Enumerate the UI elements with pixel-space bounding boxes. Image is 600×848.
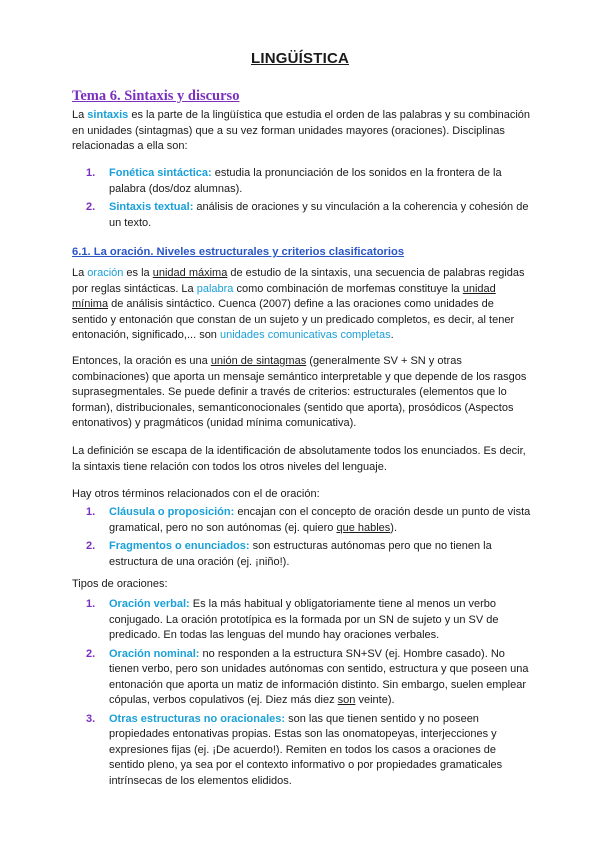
list-text: veinte). — [355, 694, 395, 706]
term-unidades-comunicativas: unidades comunicativas completas — [219, 329, 391, 341]
underlined-text: unidad máxima — [152, 267, 228, 279]
text-run: es la parte de la lingüística que estudia el orden de las palabras y su combinación en unidades (sintagmas) que a su vez forman unidades mayores (oraciones). Disciplinas relacionadas a ella son: — [72, 109, 531, 152]
list-text: son estructuras autónomas pero que no tienen la estructura de una oración (ej. ¡niño!). — [109, 540, 492, 568]
list-item — [86, 712, 532, 790]
terminos-intro: Hay otros términos relacionados con el de oración: — [72, 488, 320, 500]
list-number: 1. — [86, 506, 96, 518]
list-number: 1. — [86, 598, 96, 610]
list-item — [86, 166, 532, 197]
oracion-paragraph — [72, 266, 532, 344]
list-item — [86, 539, 532, 570]
disciplines-list — [86, 166, 532, 234]
list-text: Es la más habitual y obligatoriamente tiene al menos un verbo conjugado. La oración prototípica es la formada por un SN de sujeto y un SV de predicado. En todas las lenguas del mundo hay oraciones verbales. — [109, 598, 499, 641]
text-run: Entonces, la oración es una — [72, 355, 211, 367]
list-text: ). — [390, 521, 398, 534]
tema-heading: Tema 6. Sintaxis y discurso — [72, 88, 240, 104]
list-text: no responden a la estructura SN+SV (ej. Hombre casado). No tienen verbo, pero son unidades autónomas con sentido, estructura y que poseen una entonación que aporta un matiz de información distinto. Sin embargo, suelen emplear cópulas, verbos copulativos (ej. Diez más diez — [109, 647, 529, 706]
list-term: Fragmentos o enunciados: — [109, 540, 250, 552]
list-term: Oración verbal: — [109, 598, 190, 610]
list-number: 2. — [86, 201, 96, 213]
list-term: Fonética sintáctica: — [109, 167, 212, 179]
list-item — [86, 597, 532, 644]
text-run: . — [390, 329, 394, 341]
list-term: Oración nominal: — [109, 647, 200, 660]
underlined-text: son — [337, 694, 356, 706]
underlined-text: unidad mínima — [72, 282, 496, 310]
list-text: análisis de oraciones y su vinculación a la coherencia y cohesión de un texto. — [109, 201, 529, 229]
text-run: como combinación de morfemas constituye la — [233, 282, 463, 295]
list-item — [86, 647, 532, 709]
term-palabra: palabra — [196, 282, 234, 295]
term-sintaxis: sintaxis — [87, 109, 129, 121]
tipos-intro: Tipos de oraciones: — [72, 578, 168, 590]
list-text: estudia la pronunciación de los sonidos en la frontera de la palabra (dos/doz alumnas). — [109, 167, 502, 195]
list-term: Sintaxis textual: — [109, 201, 194, 213]
intro-paragraph — [72, 108, 532, 155]
list-term: Otras estructuras no oracionales: — [109, 712, 286, 725]
list-number: 2. — [86, 540, 96, 552]
list-term: Cláusula o proposición: — [109, 506, 235, 518]
text-run: (generalmente SV + SN y otras combinaciones) que aporta un mensaje semántico interpretable y que depende de los rasgos suprasegmentales. Se puede definir a través de criterios: estructurales (elementos que lo forman), distribucionales, semanticonocionales (sentido que aporta), prosódicos (Aspectos entonativos) y pragmáticos (unidad mínima comunicativa). — [72, 355, 527, 429]
list-number: 2. — [86, 647, 96, 660]
text-run: La — [72, 109, 88, 121]
list-text: son las que tienen sentido y no poseen propiedades entonativas propias. Estas son las onomatopeyas, interjecciones y expresiones fijas (ej. ¡De acuerdo!). Remiten en todos los casos a oraciones de sentido pleno, ya sea por el contexto informativo o por propiedades gramaticales intrínsecas de los elementos elididos. — [109, 712, 503, 787]
terms-list — [86, 505, 532, 573]
text-run: es la — [123, 267, 153, 279]
text-run: de análisis sintáctico. Cuenca (2007) define a las oraciones como unidades de sentido y entonación que constan de un sujeto y un predicado completos, es decir, al tener entonación, significado,... son — [72, 298, 515, 341]
types-list — [86, 597, 532, 792]
list-number: 3. — [86, 712, 96, 725]
text-run: de estudio de la sintaxis, una secuencia de palabras regidas por reglas sintácticas. La — [72, 267, 525, 295]
list-item — [86, 200, 532, 231]
underlined-text: que hables — [336, 521, 391, 534]
document-title: LINGÜÍSTICA — [250, 50, 350, 67]
list-number: 1. — [86, 167, 96, 179]
text-run: La — [72, 267, 88, 279]
sintagmas-paragraph — [72, 354, 532, 432]
section-heading: 6.1. La oración. Niveles estructurales y criterios clasificatorios — [72, 246, 405, 258]
list-text: encajan con el concepto de oración desde un punto de vista gramatical, pero no son autónomas (ej. quiero — [109, 506, 531, 534]
definicion-paragraph: La definición se escapa de la identificación de absolutamente todos los enunciados. Es decir, la sintaxis tiene relación con todos los otros niveles del lenguaje. — [72, 445, 526, 473]
term-oracion: oración — [87, 267, 124, 279]
list-item — [86, 505, 532, 536]
underlined-text: unión de sintagmas — [210, 355, 307, 367]
